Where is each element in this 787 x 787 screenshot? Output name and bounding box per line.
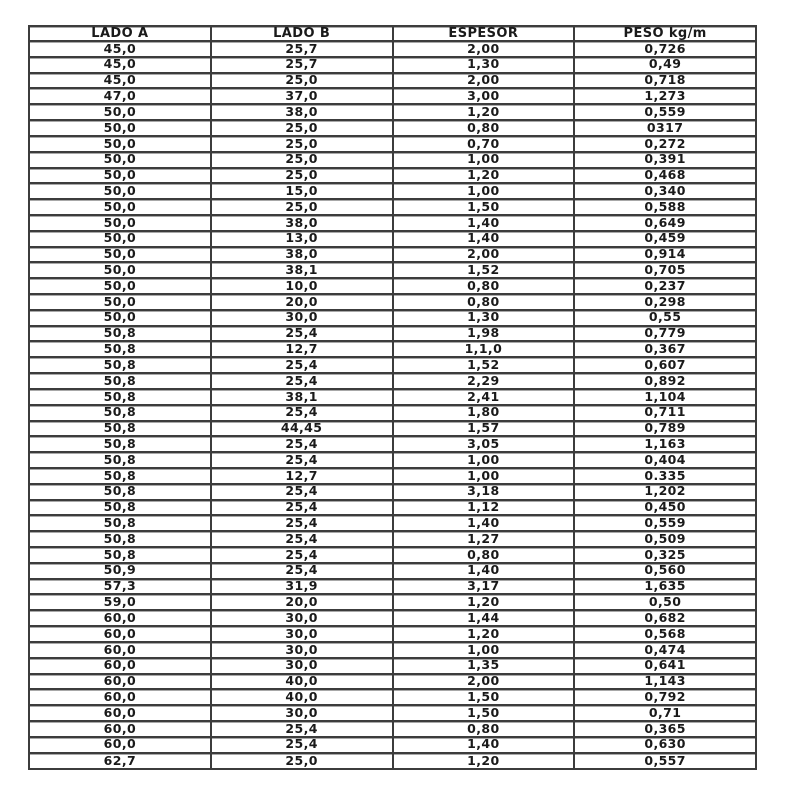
table-cell: 1,00 (393, 468, 575, 484)
table-row (29, 547, 756, 563)
table-cell: 50,8 (29, 405, 211, 421)
table-cell: 1,00 (393, 183, 575, 199)
table-row (29, 310, 756, 326)
table-cell: 1,50 (393, 199, 575, 215)
table-cell: 50,0 (29, 152, 211, 168)
table-cell: 38,1 (211, 389, 393, 405)
table-cell: 45,0 (29, 57, 211, 73)
table-row (29, 721, 756, 737)
table-cell: 45,0 (29, 73, 211, 89)
table-cell: 25,4 (211, 515, 393, 531)
table-cell: 38,1 (211, 262, 393, 278)
table-cell: 50,0 (29, 136, 211, 152)
table-cell: 12,7 (211, 468, 393, 484)
table-cell: 25,4 (211, 357, 393, 373)
table-row (29, 104, 756, 120)
table-cell: 50,0 (29, 310, 211, 326)
table-row (29, 373, 756, 389)
table-cell: 60,0 (29, 642, 211, 658)
table-row (29, 421, 756, 437)
table-cell: 50,0 (29, 199, 211, 215)
table-cell: 25,4 (211, 547, 393, 563)
table-cell: 20,0 (211, 294, 393, 310)
table-cell: 0,892 (574, 373, 756, 389)
table-row (29, 579, 756, 595)
table-cell: 60,0 (29, 737, 211, 753)
table-cell: 25,4 (211, 452, 393, 468)
table-cell: 1,20 (393, 168, 575, 184)
table-cell: 38,0 (211, 215, 393, 231)
table-row (29, 689, 756, 705)
table-cell: 0.335 (574, 468, 756, 484)
table-cell: 0,726 (574, 41, 756, 57)
table-cell: 0,468 (574, 168, 756, 184)
table-cell: 0,49 (574, 57, 756, 73)
table-cell: 1,143 (574, 674, 756, 690)
table-cell: 1,35 (393, 658, 575, 674)
table-cell: 60,0 (29, 689, 211, 705)
dimensions-weight-table (28, 25, 757, 770)
table-cell: 50,8 (29, 326, 211, 342)
table-cell: 0,80 (393, 120, 575, 136)
table-cell: 1,30 (393, 310, 575, 326)
table-cell: 3,00 (393, 88, 575, 104)
table-cell: 31,9 (211, 579, 393, 595)
table-cell: 1,00 (393, 452, 575, 468)
table-cell: 1,40 (393, 215, 575, 231)
table-cell: 62,7 (29, 753, 211, 769)
table-cell: 0,340 (574, 183, 756, 199)
table-row (29, 531, 756, 547)
table-cell: 1,98 (393, 326, 575, 342)
table-cell: 60,0 (29, 721, 211, 737)
table-cell: 30,0 (211, 705, 393, 721)
table-cell: 25,4 (211, 531, 393, 547)
table-row (29, 737, 756, 753)
table-cell: 38,0 (211, 104, 393, 120)
table-cell: 1,00 (393, 152, 575, 168)
table-row (29, 88, 756, 104)
table-cell: 3,05 (393, 436, 575, 452)
table-cell: 2,41 (393, 389, 575, 405)
table-cell: 50,8 (29, 531, 211, 547)
table-cell: 12,7 (211, 341, 393, 357)
table-cell: 0,914 (574, 247, 756, 263)
table-cell: 50,0 (29, 104, 211, 120)
table-row (29, 594, 756, 610)
table-row (29, 262, 756, 278)
table-cell: 1,1,0 (393, 341, 575, 357)
table-cell: 25,4 (211, 500, 393, 516)
table-cell: 13,0 (211, 231, 393, 247)
table-cell: 0,607 (574, 357, 756, 373)
table-cell: 50,8 (29, 452, 211, 468)
table-cell: 0,71 (574, 705, 756, 721)
table-cell: 60,0 (29, 610, 211, 626)
table-cell: 0,649 (574, 215, 756, 231)
table-cell: 37,0 (211, 88, 393, 104)
table-cell: 3,18 (393, 484, 575, 500)
table-cell: 50,0 (29, 215, 211, 231)
table-cell: 0,641 (574, 658, 756, 674)
table-row (29, 199, 756, 215)
table-cell: 10,0 (211, 278, 393, 294)
column-header-peso: PESO kg/m (574, 26, 756, 41)
table-cell: 0,779 (574, 326, 756, 342)
table-cell: 2,00 (393, 247, 575, 263)
table-cell: 1,104 (574, 389, 756, 405)
table-cell: 0,272 (574, 136, 756, 152)
table-cell: 2,00 (393, 674, 575, 690)
table-cell: 1,20 (393, 753, 575, 769)
table-cell: 45,0 (29, 41, 211, 57)
table-cell: 60,0 (29, 674, 211, 690)
table-cell: 57,3 (29, 579, 211, 595)
table-cell: 1,57 (393, 421, 575, 437)
table-cell: 1,27 (393, 531, 575, 547)
table-cell: 44,45 (211, 421, 393, 437)
table-cell: 0,705 (574, 262, 756, 278)
table-row (29, 484, 756, 500)
table-cell: 0,559 (574, 515, 756, 531)
table-cell: 1,163 (574, 436, 756, 452)
table-row (29, 705, 756, 721)
table-cell: 15,0 (211, 183, 393, 199)
table-cell: 40,0 (211, 674, 393, 690)
table-cell: 50,8 (29, 421, 211, 437)
table-cell: 1,20 (393, 104, 575, 120)
table-cell: 2,00 (393, 73, 575, 89)
table-cell: 1,44 (393, 610, 575, 626)
table-cell: 50,8 (29, 357, 211, 373)
table-cell: 30,0 (211, 610, 393, 626)
table-cell: 25,4 (211, 405, 393, 421)
table-cell: 60,0 (29, 705, 211, 721)
table-cell: 0,557 (574, 753, 756, 769)
table-cell: 50,0 (29, 231, 211, 247)
table-cell: 1,80 (393, 405, 575, 421)
table-cell: 50,8 (29, 500, 211, 516)
table-cell: 50,0 (29, 262, 211, 278)
table-cell: 50,8 (29, 515, 211, 531)
table-cell: 1,40 (393, 231, 575, 247)
table-row (29, 73, 756, 89)
table-row (29, 405, 756, 421)
table-cell: 1,12 (393, 500, 575, 516)
table-cell: 1,40 (393, 515, 575, 531)
table-cell: 25,7 (211, 57, 393, 73)
table-cell: 0,80 (393, 294, 575, 310)
table-cell: 50,0 (29, 278, 211, 294)
table-cell: 50,0 (29, 183, 211, 199)
table-cell: 0,450 (574, 500, 756, 516)
table-cell: 0,80 (393, 278, 575, 294)
table-cell: 50,8 (29, 547, 211, 563)
table-cell: 30,0 (211, 310, 393, 326)
table-cell: 50,8 (29, 468, 211, 484)
table-cell: 25,0 (211, 753, 393, 769)
table-cell: 0,474 (574, 642, 756, 658)
table-cell: 0,630 (574, 737, 756, 753)
table-cell: 25,4 (211, 737, 393, 753)
column-header-espesor: ESPESOR (393, 26, 575, 41)
table-cell: 60,0 (29, 626, 211, 642)
table-cell: 59,0 (29, 594, 211, 610)
table-cell: 25,7 (211, 41, 393, 57)
table-cell: 50,0 (29, 294, 211, 310)
table-cell: 0,568 (574, 626, 756, 642)
table-cell: 25,0 (211, 136, 393, 152)
table-cell: 25,4 (211, 721, 393, 737)
table-cell: 0,365 (574, 721, 756, 737)
table-cell: 25,0 (211, 120, 393, 136)
table-cell: 1,635 (574, 579, 756, 595)
table-cell: 0,718 (574, 73, 756, 89)
table-cell: 0,560 (574, 563, 756, 579)
table-cell: 0,70 (393, 136, 575, 152)
table-row (29, 41, 756, 57)
table-cell: 0,682 (574, 610, 756, 626)
table-cell: 0,367 (574, 341, 756, 357)
table-row (29, 326, 756, 342)
table-cell: 0,588 (574, 199, 756, 215)
table-row (29, 183, 756, 199)
table-row (29, 452, 756, 468)
table-cell: 1,50 (393, 689, 575, 705)
table-cell: 40,0 (211, 689, 393, 705)
table-cell: 1,20 (393, 626, 575, 642)
table-cell: 25,0 (211, 199, 393, 215)
table-cell: 50,8 (29, 436, 211, 452)
table-cell: 0,298 (574, 294, 756, 310)
table-cell: 0,792 (574, 689, 756, 705)
table-row (29, 626, 756, 642)
table-cell: 50,0 (29, 247, 211, 263)
table-cell: 25,4 (211, 563, 393, 579)
table-cell: 25,4 (211, 326, 393, 342)
table-cell: 0,80 (393, 547, 575, 563)
table-row (29, 610, 756, 626)
table-row (29, 57, 756, 73)
table-cell: 25,4 (211, 373, 393, 389)
table-cell: 0,50 (574, 594, 756, 610)
table-row (29, 468, 756, 484)
table-cell: 50,8 (29, 484, 211, 500)
table-cell: 0,325 (574, 547, 756, 563)
table-cell: 2,29 (393, 373, 575, 389)
table-row (29, 753, 756, 769)
table-cell: 0,509 (574, 531, 756, 547)
table-cell: 30,0 (211, 626, 393, 642)
table-cell: 60,0 (29, 658, 211, 674)
table-cell: 1,52 (393, 262, 575, 278)
table-cell: 38,0 (211, 247, 393, 263)
table-row (29, 120, 756, 136)
table-cell: 1,20 (393, 594, 575, 610)
table-cell: 25,4 (211, 484, 393, 500)
table-cell: 50,0 (29, 120, 211, 136)
table-cell: 0,789 (574, 421, 756, 437)
column-header-lado-a: LADO A (29, 26, 211, 41)
table-cell: 30,0 (211, 642, 393, 658)
table-cell: 0,559 (574, 104, 756, 120)
table-cell: 50,0 (29, 168, 211, 184)
table-cell: 1,202 (574, 484, 756, 500)
table-cell: 2,00 (393, 41, 575, 57)
column-header-lado-b: LADO B (211, 26, 393, 41)
table-row (29, 642, 756, 658)
table-cell: 47,0 (29, 88, 211, 104)
table-cell: 0,55 (574, 310, 756, 326)
table-cell: 25,0 (211, 168, 393, 184)
table-cell: 50,8 (29, 341, 211, 357)
table-cell: 1,30 (393, 57, 575, 73)
table-cell: 25,4 (211, 436, 393, 452)
table-cell: 1,00 (393, 642, 575, 658)
table-cell: 1,50 (393, 705, 575, 721)
table-cell: 25,0 (211, 152, 393, 168)
table-cell: 30,0 (211, 658, 393, 674)
table-row (29, 674, 756, 690)
table-cell: 1,52 (393, 357, 575, 373)
table-row (29, 515, 756, 531)
table-body (29, 41, 756, 769)
table-row (29, 341, 756, 357)
table-cell: 1,40 (393, 563, 575, 579)
table-row (29, 152, 756, 168)
table-cell: 20,0 (211, 594, 393, 610)
table-row (29, 436, 756, 452)
table-cell: 0,711 (574, 405, 756, 421)
table-cell: 0,459 (574, 231, 756, 247)
table-row (29, 136, 756, 152)
table-cell: 1,40 (393, 737, 575, 753)
table-cell: 50,8 (29, 389, 211, 405)
table-cell: 0,237 (574, 278, 756, 294)
table-row (29, 278, 756, 294)
table-row (29, 563, 756, 579)
table-cell: 0,80 (393, 721, 575, 737)
table-row (29, 500, 756, 516)
table-row (29, 231, 756, 247)
table-row (29, 247, 756, 263)
table-row (29, 294, 756, 310)
table-cell: 3,17 (393, 579, 575, 595)
table-cell: 0317 (574, 120, 756, 136)
table-cell: 50,9 (29, 563, 211, 579)
table-cell: 1,273 (574, 88, 756, 104)
table-row (29, 658, 756, 674)
table-cell: 0,391 (574, 152, 756, 168)
header-row (29, 26, 756, 41)
table-cell: 25,0 (211, 73, 393, 89)
table-row (29, 168, 756, 184)
table-row (29, 357, 756, 373)
table-cell: 0,404 (574, 452, 756, 468)
table-cell: 50,8 (29, 373, 211, 389)
table-row (29, 389, 756, 405)
table-row (29, 215, 756, 231)
table-head (29, 26, 756, 41)
